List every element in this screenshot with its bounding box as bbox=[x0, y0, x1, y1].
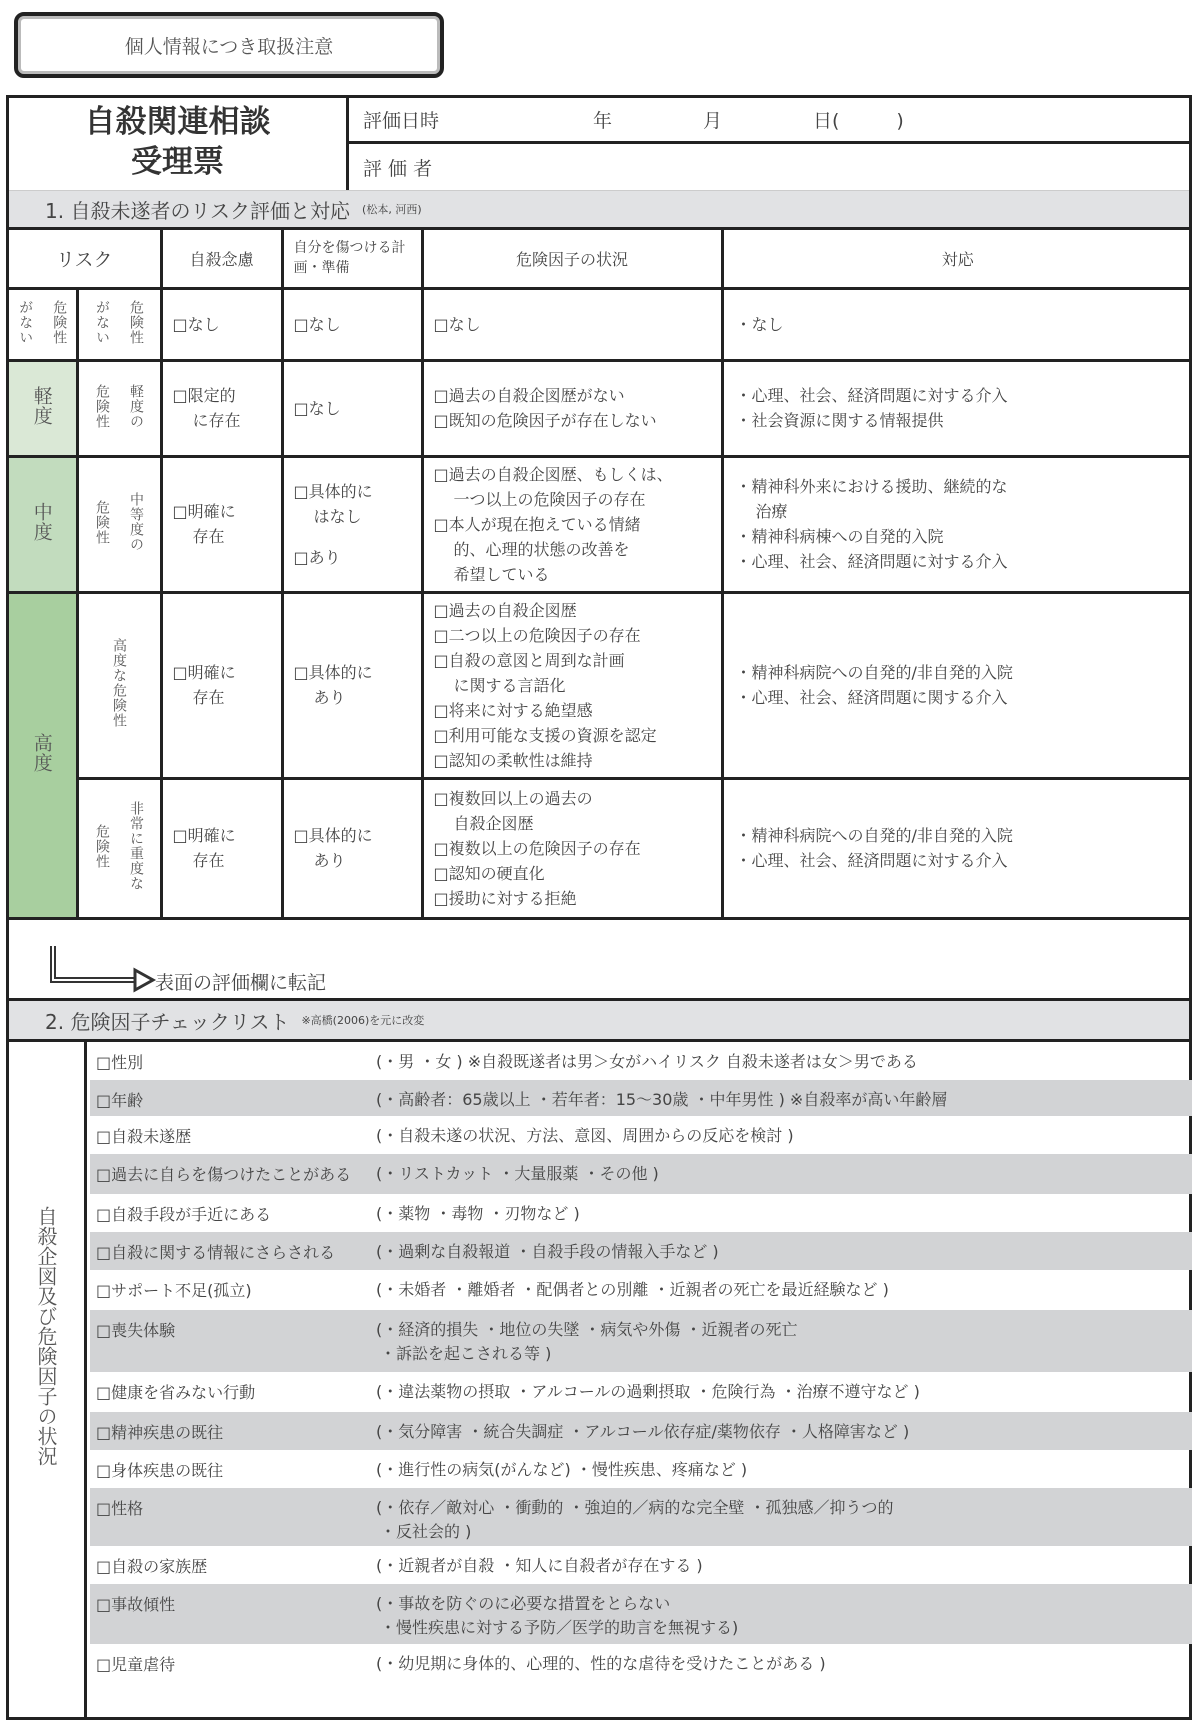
risk-label: 高度な危険性 bbox=[77, 592, 161, 778]
checklist-item-detail: (・自殺未遂の状況、方法、意図、周囲からの反応を検討 ) bbox=[376, 1126, 794, 1145]
checklist-item-detail: (・リストカット ・大量服薬 ・その他 ) bbox=[376, 1164, 659, 1183]
checklist-item[interactable] bbox=[90, 1270, 1192, 1310]
col-header-risk: リスク bbox=[9, 230, 161, 288]
section1-header bbox=[9, 190, 1189, 230]
year-label: 年 bbox=[593, 110, 613, 132]
form-title-line1: 自殺関連相談 bbox=[84, 104, 271, 140]
risk-label: 危険性 がない bbox=[77, 288, 161, 360]
checklist-item[interactable] bbox=[90, 1154, 1192, 1194]
checklist-item-checkbox[interactable]: □事故傾性 bbox=[96, 1595, 176, 1614]
checklist-item[interactable] bbox=[90, 1310, 1192, 1372]
checklist-item[interactable] bbox=[90, 1116, 1192, 1154]
checklist-item[interactable] bbox=[90, 1042, 1192, 1080]
checklist-item-detail: (・違法薬物の摂取 ・アルコールの過剰摂取 ・危険行為 ・治療不遵守など ) bbox=[376, 1382, 920, 1401]
checklist-item[interactable] bbox=[90, 1412, 1192, 1450]
risk-level-mild: 軽度 bbox=[9, 360, 77, 456]
col-header-plan: 自分を傷つける計画・準備 bbox=[282, 230, 422, 288]
day-label: 日( ) bbox=[813, 110, 904, 132]
checklist-item-checkbox[interactable]: □サポート不足(孤立) bbox=[96, 1281, 252, 1300]
plan-checkbox[interactable]: □具体的に あり bbox=[282, 778, 422, 918]
checklist-item-detail: (・気分障害 ・統合失調症 ・アルコール依存症/薬物依存 ・人格障害など ) bbox=[376, 1422, 910, 1441]
checklist-item-detail: (・男 ・女 ) ※自殺既遂者は男＞女がハイリスク 自殺未遂者は女＞男である bbox=[376, 1052, 918, 1071]
checklist-item-checkbox[interactable]: □喪失体験 bbox=[96, 1321, 176, 1340]
risk-level-high: 高度 bbox=[9, 592, 77, 918]
checklist-item-checkbox[interactable]: □精神疾患の既往 bbox=[96, 1423, 224, 1442]
plan-checkbox[interactable]: □具体的に あり bbox=[282, 592, 422, 778]
checklist-item-detail: (・近親者が自殺 ・知人に自殺者が存在する ) bbox=[376, 1556, 703, 1575]
checklist-item[interactable] bbox=[90, 1372, 1192, 1412]
checklist-item-checkbox[interactable]: □性別 bbox=[96, 1053, 144, 1072]
ideation-checkbox[interactable]: □明確に 存在 bbox=[161, 778, 282, 918]
checklist-item-detail: (・薬物 ・毒物 ・刃物など ) bbox=[376, 1204, 580, 1223]
evaluation-date-label: 評価日時 bbox=[363, 110, 440, 132]
ideation-checkbox[interactable]: □なし bbox=[161, 288, 282, 360]
table-row bbox=[9, 592, 1192, 778]
form-title-line2: 受理票 bbox=[131, 144, 224, 180]
checklist-item-checkbox[interactable]: □性格 bbox=[96, 1499, 144, 1518]
checklist-item[interactable] bbox=[90, 1584, 1192, 1644]
checklist-item-detail: (・未婚者 ・離婚者 ・配偶者との別離 ・近親者の死亡を最近経験など ) bbox=[376, 1280, 889, 1299]
plan-checkbox[interactable]: □具体的に はなし □あり bbox=[282, 456, 422, 592]
checklist-item-detail: (・幼児期に身体的、心理的、性的な虐待を受けたことがある ) bbox=[376, 1654, 826, 1673]
response-text: ・精神科病院への自発的/非自発的入院 ・心理、社会、経済問題に対する介入 bbox=[722, 778, 1192, 918]
table-row bbox=[9, 360, 1192, 456]
checklist-item[interactable] bbox=[90, 1644, 1192, 1686]
checklist-item[interactable] bbox=[90, 1488, 1192, 1546]
factors-checkbox[interactable]: □なし bbox=[422, 288, 722, 360]
section2-header bbox=[9, 998, 1189, 1042]
plan-checkbox[interactable]: □なし bbox=[282, 360, 422, 456]
evaluation-date-field[interactable] bbox=[349, 98, 1192, 144]
factors-checkbox[interactable]: □過去の自殺企図歴がない □既知の危険因子が存在しない bbox=[422, 360, 722, 456]
checklist-item-checkbox[interactable]: □年齢 bbox=[96, 1091, 144, 1110]
table-header-row bbox=[9, 230, 1192, 288]
table-row bbox=[9, 778, 1192, 918]
factors-checkbox[interactable]: □過去の自殺企図歴 □二つ以上の危険因子の存在 □自殺の意図と周到な計画 に関する言語化 □将来に対する絶望感 □利用可能な支援の資源を認定 □認知の柔軟性は維持 bbox=[422, 592, 722, 778]
risk-label: 非常に重度な 危険性 bbox=[77, 778, 161, 918]
response-text: ・心理、社会、経済問題に対する介入 ・社会資源に関する情報提供 bbox=[722, 360, 1192, 456]
form-header bbox=[9, 98, 1189, 190]
response-text: ・なし bbox=[722, 288, 1192, 360]
checklist-rows bbox=[90, 1042, 1192, 1686]
table-row bbox=[9, 288, 1192, 360]
checklist-item-checkbox[interactable]: □自殺に関する情報にさらされる bbox=[96, 1243, 336, 1262]
risk-level-none: 危険性 がない bbox=[9, 288, 77, 360]
risk-level-moderate: 中度 bbox=[9, 456, 77, 592]
evaluator-label: 評 価 者 bbox=[363, 157, 433, 180]
checklist-item-detail: (・過剰な自殺報道 ・自殺手段の情報入手など ) bbox=[376, 1242, 719, 1261]
checklist-item[interactable] bbox=[90, 1232, 1192, 1270]
checklist-item-checkbox[interactable]: □健康を省みない行動 bbox=[96, 1383, 256, 1402]
checklist-item-checkbox[interactable]: □自殺未遂歴 bbox=[96, 1127, 192, 1146]
ideation-checkbox[interactable]: □明確に 存在 bbox=[161, 592, 282, 778]
checklist-item-checkbox[interactable]: □過去に自らを傷つけたことがある bbox=[96, 1165, 352, 1184]
checklist-side-label: 自殺企図及び危険因子の状況 bbox=[9, 1042, 87, 1720]
factors-checkbox[interactable]: □過去の自殺企図歴、もしくは、 一つ以上の危険因子の存在 □本人が現在抱えている情緒 的、心理的状態の改善を 希望している bbox=[422, 456, 722, 592]
checklist-item-checkbox[interactable]: □身体疾患の既往 bbox=[96, 1461, 224, 1480]
plan-checkbox[interactable]: □なし bbox=[282, 288, 422, 360]
transfer-arrow-row bbox=[9, 946, 1189, 998]
table-row bbox=[9, 456, 1192, 592]
col-header-response: 対応 bbox=[722, 230, 1192, 288]
checklist-item[interactable] bbox=[90, 1080, 1192, 1116]
section1-title: 1. 自殺未遂者のリスク評価と対応 bbox=[45, 198, 351, 223]
checklist-item-detail: (・高齢者：65歳以上 ・若年者：15～30歳 ・中年男性 ) ※自殺率が高い年齢層 bbox=[376, 1090, 948, 1109]
checklist-item-checkbox[interactable]: □児童虐待 bbox=[96, 1655, 176, 1674]
ideation-checkbox[interactable]: □限定的 に存在 bbox=[161, 360, 282, 456]
confidential-notice: 個人情報につき取扱注意 bbox=[14, 12, 444, 78]
response-text: ・精神科病院への自発的/非自発的入院 ・心理、社会、経済問題に関する介入 bbox=[722, 592, 1192, 778]
checklist-item[interactable] bbox=[90, 1194, 1192, 1232]
ideation-checkbox[interactable]: □明確に 存在 bbox=[161, 456, 282, 592]
checklist-item[interactable] bbox=[90, 1450, 1192, 1488]
checklist-item-checkbox[interactable]: □自殺手段が手近にある bbox=[96, 1205, 272, 1224]
risk-label: 中等度の 危険性 bbox=[77, 456, 161, 592]
risk-label: 軽度の 危険性 bbox=[77, 360, 161, 456]
risk-factor-checklist bbox=[9, 1042, 1192, 1720]
response-text: ・精神科外来における援助、継続的な 治療 ・精神科病棟への自発的入院 ・心理、社会、経済問題に対する介入 bbox=[722, 456, 1192, 592]
checklist-item-detail: (・進行性の病気(がんなど) ・慢性疾患、疼痛など ) bbox=[376, 1460, 748, 1479]
consultation-form bbox=[6, 95, 1192, 1720]
checklist-item-checkbox[interactable]: □自殺の家族歴 bbox=[96, 1557, 208, 1576]
col-header-factors: 危険因子の状況 bbox=[422, 230, 722, 288]
factors-checkbox[interactable]: □複数回以上の過去の 自殺企図歴 □複数以上の危険因子の存在 □認知の硬直化 □援助に対する拒絶 bbox=[422, 778, 722, 918]
transfer-note: 表面の評価欄に転記 bbox=[155, 972, 327, 994]
section2-title: 2. 危険因子チェックリスト bbox=[45, 1009, 290, 1034]
col-header-ideation: 自殺念慮 bbox=[161, 230, 282, 288]
month-label: 月 bbox=[703, 110, 723, 132]
checklist-item-detail: (・依存／敵対心 ・衝動的 ・強迫的／病的な完全壁 ・孤独感／抑うつ的 ・反社会的 ) bbox=[376, 1498, 894, 1541]
checklist-item-detail: (・経済的損失 ・地位の失墜 ・病気や外傷 ・近親者の死亡 ・訴訟を起こされる等 ) bbox=[376, 1320, 798, 1363]
section1-note: (松本, 河西) bbox=[362, 203, 422, 216]
risk-assessment-table bbox=[9, 230, 1192, 920]
checklist-item[interactable] bbox=[90, 1546, 1192, 1584]
form-title bbox=[9, 98, 349, 190]
checklist-item-detail: (・事故を防ぐのに必要な措置をとらない ・慢性疾患に対する予防／医学的助言を無視する) bbox=[376, 1594, 739, 1637]
section2-note: ※高橋(2006)を元に改変 bbox=[301, 1014, 425, 1027]
evaluator-field[interactable] bbox=[349, 144, 1192, 190]
